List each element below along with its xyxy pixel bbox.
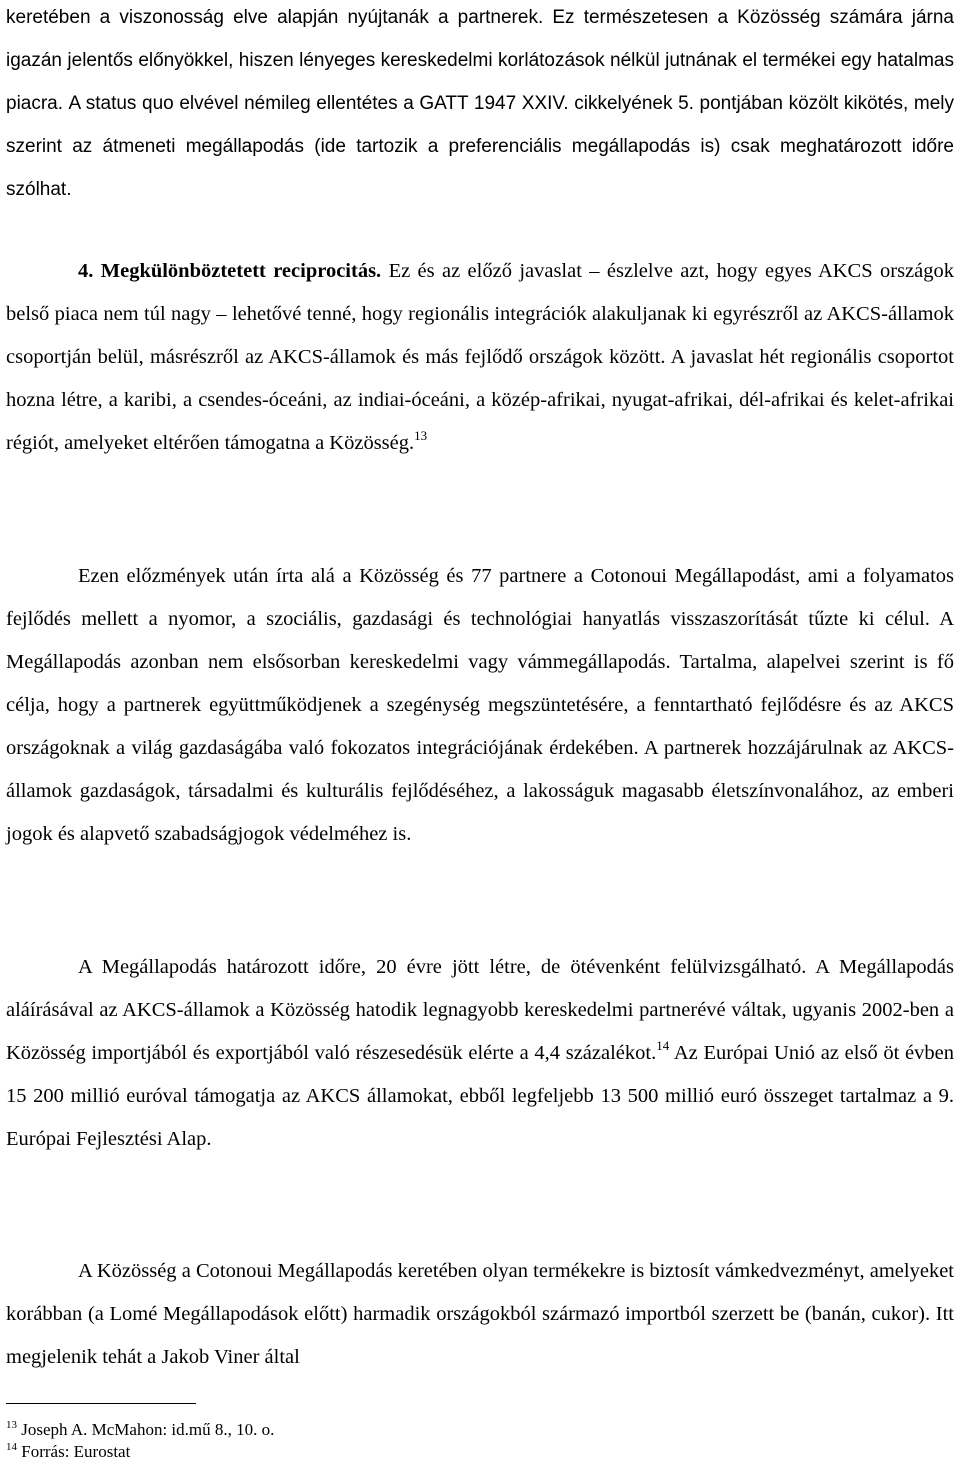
footnote-13 <box>6 1419 274 1441</box>
paragraph-4 <box>6 946 954 1161</box>
footnote-separator <box>6 1403 196 1404</box>
paragraph-1-text-b: A status quo elvével némileg ellentétes a GATT 1947 XXIV. cikkelyének 5. pontjában közölt kikötés, mely szerint az átmeneti megállapodás (ide tartozik a preferenciális megállapodás is) csak meghatározott időre szólhat. <box>6 93 954 200</box>
paragraph-4-text-a: A Megállapodás határozott időre, 20 évre jött létre, de ötévenként felülvizsgálható. A Megállapodás aláírásával az AKCS-államok a Közösség hatodik legnagyobb kereskedelmi partnerévé váltak, ugyanis 2002-ben a Közösség importjából és exportjából való részesedésük elérte a 4,4 százalékot. <box>6 956 954 1064</box>
footnote-ref-14: 14 <box>656 1038 670 1053</box>
paragraph-2 <box>6 250 954 465</box>
section-heading: 4. Megkülönböztetett reciprocitás. <box>78 260 382 282</box>
paragraph-3 <box>6 555 954 856</box>
footnote-13-text: Joseph A. McMahon: id.mű 8., 10. o. <box>21 1420 275 1439</box>
footnote-13-number: 13 <box>6 1419 17 1431</box>
paragraph-3-text: Ezen előzmények után írta alá a Közösség és 77 partnere a Cotonoui Megállapodást, ami a folyamatos fejlődés mellett a nyomor, a szociális, gazdasági és technológiai hanyatlás visszaszorítását tűzte ki célul. A Megállapodás azonban nem elsősorban kereskedelmi vagy vámmegállapodás. Tartalma, alapelvei szerint is fő célja, hogy a partnerek együttműködjenek a szegénység megszüntetésére, a fenntartható fejlődésre és az AKCS országoknak a világ gazdaságába való fokozatos integrációjának érdekében. A partnerek hozzájárulnak az AKCS-államok gazdaságok, társadalmi és kulturális fejlődéséhez, a lakosságuk magasabb életszínvonalához, az emberi jogok és alapvető szabadságjogok védelméhez is. <box>6 565 954 845</box>
paragraph-5-text: A Közösség a Cotonoui Megállapodás keretében olyan termékekre is biztosít vámkedvezményt, amelyeket korábban (a Lomé Megállapodások előtt) harmadik országokból származó importból szerzett be (banán, cukor). Itt megjelenik tehát a Jakob Viner által <box>6 1260 954 1368</box>
footnote-ref-13: 13 <box>414 428 428 443</box>
paragraph-1 <box>6 0 954 211</box>
paragraph-2-text: Ez és az előző javaslat – észlelve azt, hogy egyes AKCS országok belső piaca nem túl nagy – lehetővé tenné, hogy regionális integrációk alakuljanak ki egyrészről az AKCS-államok csoportján belül, másrészről az AKCS-államok és más fejlődő országok között. A javaslat hét regionális csoportot hozna létre, a karibi, a csendes-óceáni, az indiai-óceáni, a közép-afrikai, nyugat-afrikai, dél-afrikai és kelet-afrikai régiót, amelyeket eltérően támogatna a Közösség. <box>6 260 955 454</box>
footnote-14-number: 14 <box>6 1441 17 1453</box>
paragraph-4-text-b: Az Európai Unió az első öt évben 15 200 millió euróval támogatja az AKCS államokat, ebből legfeljebb 13 500 millió euró összeget tartalmaz a 9. Európai Fejlesztési Alap. <box>6 1042 955 1150</box>
footnote-14-text: Forrás: Eurostat <box>21 1442 131 1461</box>
paragraph-1-text-a: keretében a viszonosság elve alapján nyújtanák a partnerek. Ez természetesen a Közösség számára járna igazán jelentős előnyökkel, hiszen lényeges kereskedelmi korlátozások nélkül jutnának el termékei egy hatalmas piacra. <box>6 7 954 114</box>
footnote-14 <box>6 1441 130 1463</box>
paragraph-5 <box>6 1250 954 1379</box>
